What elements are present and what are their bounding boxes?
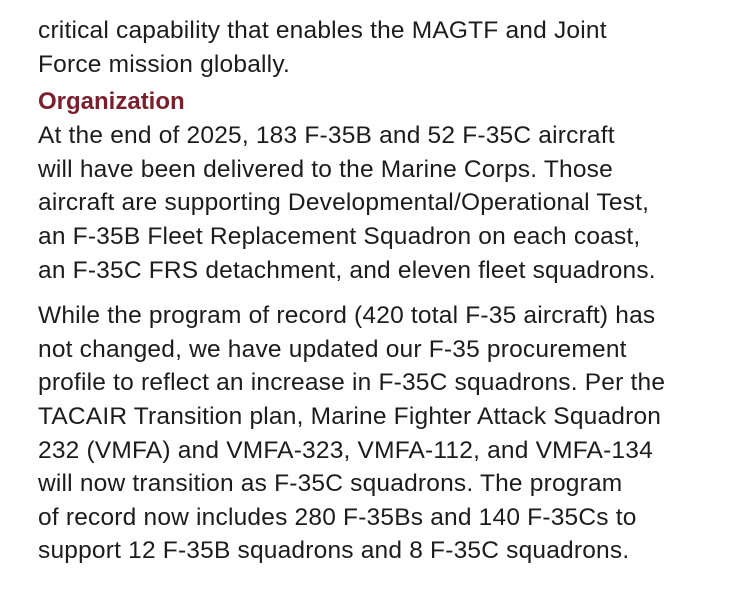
- text-line: support 12 F-35B squadrons and 8 F-35C squadrons.: [38, 537, 630, 565]
- text-line: critical capability that enables the MAGTF and Joint: [38, 17, 607, 44]
- text-line: At the end of 2025, 183 F-35B and 52 F-35C aircraft: [38, 122, 615, 150]
- text-line: will now transition as F-35C squadrons. The program: [38, 470, 623, 498]
- text-line: an F-35C FRS detachment, and eleven fleet squadrons.: [38, 256, 656, 284]
- text-line: 232 (VMFA) and VMFA-323, VMFA-112, and VMFA-134: [38, 436, 653, 464]
- text-line: an F-35B Fleet Replacement Squadron on each coast,: [38, 222, 641, 250]
- text-line: not changed, we have updated our F-35 procurement: [38, 335, 627, 363]
- body-paragraph: [38, 299, 717, 568]
- intro-paragraph: [38, 14, 717, 81]
- text-line: profile to reflect an increase in F-35C squadrons. Per the: [38, 369, 666, 397]
- body-paragraph: [38, 119, 717, 287]
- text-line: TACAIR Transition plan, Marine Fighter Attack Squadron: [38, 402, 662, 430]
- text-line: Force mission globally.: [38, 50, 290, 78]
- section-heading: Organization: [38, 88, 185, 116]
- text-line: While the program of record (420 total F-35 aircraft) has: [38, 302, 656, 330]
- text-line: will have been delivered to the Marine Corps. Those: [38, 155, 613, 183]
- text-line: of record now includes 280 F-35Bs and 140 F-35Cs to: [38, 503, 637, 531]
- text-line: aircraft are supporting Developmental/Operational Test,: [38, 189, 650, 217]
